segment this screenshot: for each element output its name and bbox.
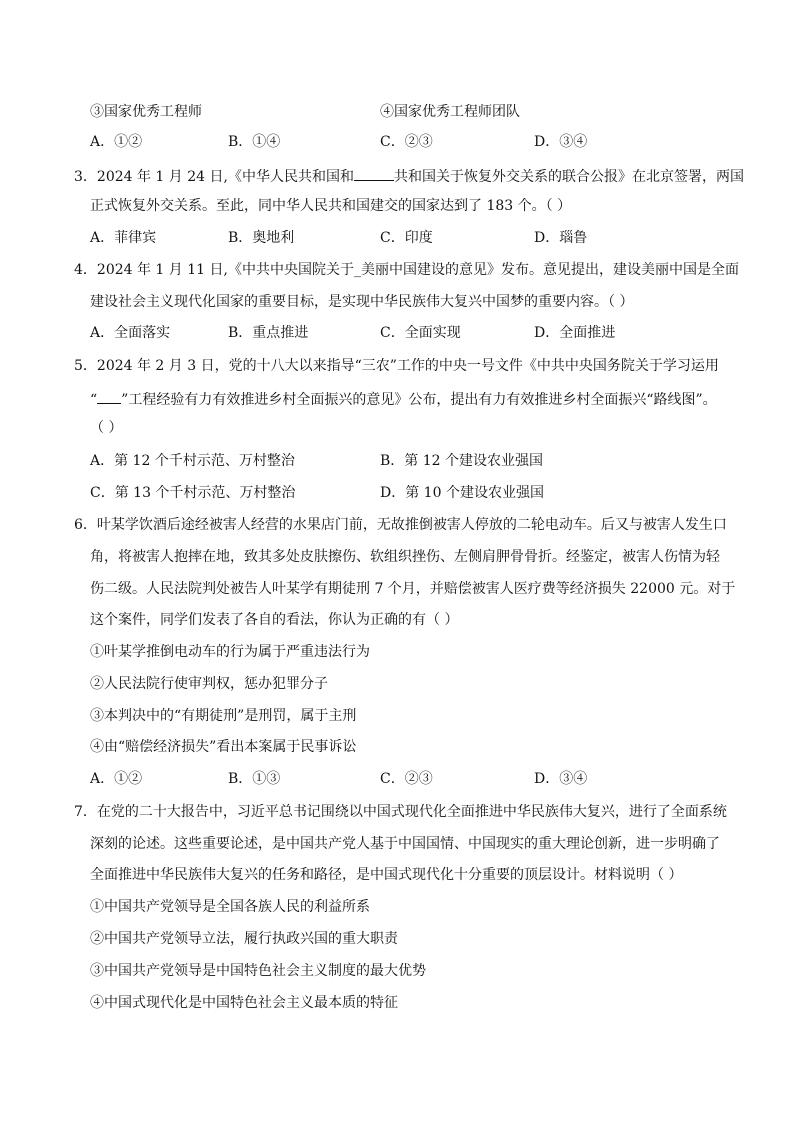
q2-item-4: ④国家优秀工程师团队 — [380, 104, 520, 120]
q2-option-a[interactable]: A．①② — [90, 134, 143, 150]
q7-stem-line1: 7．在党的二十大报告中，习近平总书记围绕以中国式现代化全面推进中华民族伟大复兴，进行了全面系统 — [74, 804, 727, 820]
q4-option-c[interactable]: C．全面实现 — [380, 325, 461, 341]
q3-option-d[interactable]: D．瑙鲁 — [534, 230, 588, 246]
q2-option-b[interactable]: B．①④ — [228, 134, 281, 150]
q6-option-b[interactable]: B．①③ — [228, 771, 281, 787]
q3-option-a[interactable]: A．菲律宾 — [90, 230, 157, 246]
q4-stem-line1: 4．2024 年 1 月 11 日,《中共中央国院关于_美丽中国建设的意见》发布。意见提出，建设美丽中国是全面 — [74, 262, 739, 278]
q5-option-d[interactable]: D．第 10 个建设农业强国 — [380, 485, 544, 501]
q3-blank — [354, 165, 394, 181]
q7-item-1: ①中国共产党领导是全国各族人民的利益所系 — [90, 899, 370, 915]
q5-option-b[interactable]: B．第 12 个建设农业强国 — [380, 453, 544, 469]
q7-stem-line2: 深刻的论述。这些重要论述，是中国共产党人基于中国国情、中国现实的重大理论创新，进一步明确了 — [90, 836, 720, 852]
q5-quote-open: “ — [90, 392, 98, 408]
q7-item-4: ④中国式现代化是中国特色社会主义最本质的特征 — [90, 995, 398, 1011]
q4-option-d[interactable]: D．全面推进 — [534, 325, 616, 341]
q2-item-3: ③国家优秀工程师 — [90, 104, 202, 120]
q3-option-c[interactable]: C．印度 — [380, 230, 433, 246]
q5-option-a[interactable]: A．第 12 个千村示范、万村整治 — [90, 453, 295, 469]
q6-item-1: ①叶某学推倒电动车的行为属于严重违法行为 — [90, 644, 370, 660]
q6-option-c[interactable]: C．②③ — [380, 771, 433, 787]
q6-stem-line2: 角，将被害人抱摔在地，致其多处皮肤擦伤、软组织挫伤、左侧肩胛骨骨折。经鉴定，被害人伤情为轻 — [90, 549, 720, 565]
q3-stem-part1: 3．2024 年 1 月 24 日,《中华人民共和国和 — [74, 169, 354, 185]
q6-item-4: ④由“赔偿经济损失”看出本案属于民事诉讼 — [90, 739, 357, 755]
q5-option-c[interactable]: C．第 13 个千村示范、万村整治 — [90, 485, 296, 501]
q6-item-3: ③本判决中的“有期徒刑”是刑罚，属于主刑 — [90, 708, 357, 724]
q7-item-3: ③中国共产党领导是中国特色社会主义制度的最大优势 — [90, 963, 426, 979]
q6-stem-line3: 伤二级。人民法院判处被告人叶某学有期徒刑 7 个月，并赔偿被害人医疗费等经济损失 22000 元。对于 — [90, 581, 736, 597]
q3-stem-line1 — [74, 165, 744, 187]
q7-item-2: ②中国共产党领导立法，履行执政兴国的重大职责 — [90, 931, 398, 947]
q2-option-c[interactable]: C．②③ — [380, 134, 433, 150]
q6-stem-line1: 6．叶某学饮酒后途经被害人经营的水果店门前，无故推倒被害人停放的二轮电动车。后又与被害人发生口 — [74, 517, 727, 533]
q6-option-a[interactable]: A．①② — [90, 771, 143, 787]
q2-option-d[interactable]: D．③④ — [534, 134, 588, 150]
q4-option-b[interactable]: B．重点推进 — [228, 325, 309, 341]
q7-stem-line3: 全面推进中华民族伟大复兴的任务和路径，是中国式现代化十分重要的顶层设计。材料说明（ ） — [90, 867, 683, 883]
q6-item-2: ②人民法院行使审判权，惩办犯罪分子 — [90, 676, 328, 692]
q3-stem-part2: 共和国关于恢复外交关系的联合公报》在北京签署，两国 — [393, 169, 744, 185]
q4-stem-line2: 建设社会主义现代化国家的重要目标，是实现中华民族伟大复兴中国梦的重要内容。（ ） — [90, 294, 634, 310]
q5-stem-line1: 5．2024 年 2 月 3 日，党的十八大以来指导“三农”工作的中央一号文件《中共中央国务院关于学习运用 — [74, 358, 719, 374]
q4-option-a[interactable]: A．全面落实 — [90, 325, 171, 341]
q5-answer-bracket: （ ） — [90, 420, 123, 436]
q5-stem-line2 — [90, 388, 717, 410]
q6-stem-line4: 这个案件，同学们发表了各自的看法，你认为正确的有（ ） — [90, 612, 459, 628]
q5-blank — [97, 388, 121, 404]
q3-option-b[interactable]: B．奥地利 — [228, 230, 295, 246]
q6-option-d[interactable]: D．③④ — [534, 771, 588, 787]
q5-stem-part2: ”工程经验有力有效推进乡村全面振兴的意见》公布，提出有力有效推进乡村全面振兴“路线图”。 — [121, 392, 717, 408]
q3-stem-line2: 正式恢复外交关系。至此，同中华人民共和国建交的国家达到了 183 个。（ ） — [90, 198, 572, 214]
